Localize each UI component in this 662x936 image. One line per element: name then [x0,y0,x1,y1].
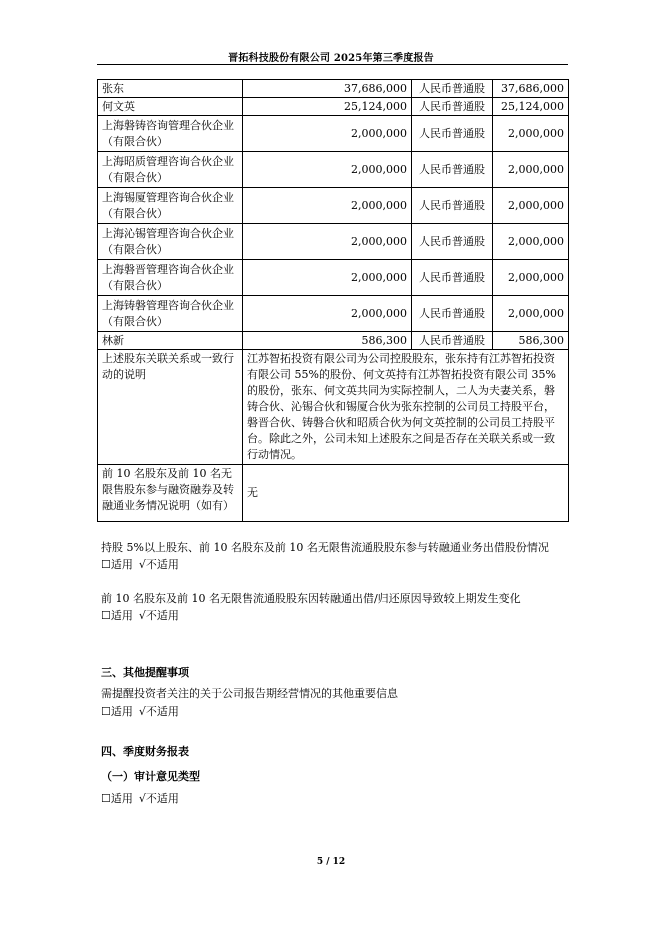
share-type: 人民币普通股 [412,224,493,260]
share-type: 人民币普通股 [412,116,493,152]
table-row [98,260,569,296]
share-type: 人民币普通股 [412,80,493,98]
holder-name: 上海磐晋管理咨询合伙企业（有限合伙） [98,260,243,296]
audit-checkbox-line [101,790,185,807]
margin-trading-row [98,465,569,522]
margin-trading-label: 前 10 名股东及前 10 名无限售股东参与融资融券及转融通业务情况说明（如有） [98,465,243,522]
not-applicable-option: √不适用 [138,792,179,805]
holder-name: 上海磐铸咨询管理合伙企业（有限合伙） [98,116,243,152]
holder-name: 上海昭质管理咨询合伙企业（有限合伙） [98,152,243,188]
relation-label: 上述股东关联关系或一致行动的说明 [98,350,243,465]
financial-statements-heading: 四、季度财务报表 [101,745,189,758]
holder-shares: 586,300 [243,332,412,350]
table-row [98,332,569,350]
share-count: 37,686,000 [493,80,569,98]
table-row [98,116,569,152]
share-type: 人民币普通股 [412,296,493,332]
share-count: 2,000,000 [493,224,569,260]
applicable-option: ☐适用 [101,792,133,805]
share-count: 25,124,000 [493,98,569,116]
holder-shares: 2,000,000 [243,296,412,332]
share-count: 2,000,000 [493,260,569,296]
table-row [98,80,569,98]
holder-name: 张东 [98,80,243,98]
holder-shares: 2,000,000 [243,116,412,152]
share-count: 2,000,000 [493,152,569,188]
change-checkbox-line [101,607,185,624]
applicable-option: ☐适用 [101,609,133,622]
applicable-option: ☐适用 [101,705,133,718]
header-divider [97,64,568,65]
table-row [98,296,569,332]
holder-shares: 37,686,000 [243,80,412,98]
holder-name: 上海锡厦管理咨询合伙企业（有限合伙） [98,188,243,224]
holder-shares: 25,124,000 [243,98,412,116]
lending-checkbox-line [101,556,185,573]
applicable-option: ☐适用 [101,558,133,571]
table-row [98,98,569,116]
table-row [98,188,569,224]
holder-shares: 2,000,000 [243,152,412,188]
change-section-title: 前 10 名股东及前 10 名无限售流通股股东因转融通出借/归还原因导致较上期发生变化 [101,592,521,605]
not-applicable-option: √不适用 [138,705,179,718]
other-matters-checkbox-line [101,703,185,720]
report-header-title: 晋拓科技股份有限公司 2025年第三季度报告 [228,53,434,64]
holder-name: 上海铸磐管理咨询合伙企业（有限合伙） [98,296,243,332]
holder-shares: 2,000,000 [243,260,412,296]
table-row [98,224,569,260]
share-type: 人民币普通股 [412,152,493,188]
lending-section-title: 持股 5%以上股东、前 10 名股东及前 10 名无限售流通股股东参与转融通业务出借股份情况 [101,541,549,554]
shareholders-table [97,79,569,522]
share-count: 2,000,000 [493,188,569,224]
share-count: 2,000,000 [493,116,569,152]
share-type: 人民币普通股 [412,188,493,224]
relation-description: 江苏智拓投资有限公司为公司控股股东，张东持有江苏智拓投资有限公司 55%的股份、何文英持有江苏智拓投资有限公司 35%的股份，张东、何文英共同为实际控制人，二人为夫妻关系，磐铸合伙、沁锡合伙和锡厦合伙为张东控制的公司员工持股平台，磐晋合伙、铸磐合伙和昭质合伙为何文英控制的公司员工持股平台。除此之外，公司未知上述股东之间是否存在关联关系或一致行动情况。 [243,350,569,465]
not-applicable-option: √不适用 [138,558,179,571]
table-row [98,152,569,188]
not-applicable-option: √不适用 [138,609,179,622]
other-matters-text: 需提醒投资者关注的关于公司报告期经营情况的其他重要信息 [101,687,398,700]
holder-shares: 2,000,000 [243,188,412,224]
share-type: 人民币普通股 [412,98,493,116]
page-number: 5 / 12 [316,857,346,867]
margin-trading-value: 无 [243,465,569,522]
relation-row [98,350,569,465]
audit-opinion-heading: （一）审计意见类型 [101,770,200,783]
other-matters-heading: 三、其他提醒事项 [101,666,189,679]
share-type: 人民币普通股 [412,332,493,350]
holder-name: 何文英 [98,98,243,116]
share-count: 586,300 [493,332,569,350]
holder-shares: 2,000,000 [243,224,412,260]
share-type: 人民币普通股 [412,260,493,296]
holder-name: 上海沁锡管理咨询合伙企业（有限合伙） [98,224,243,260]
share-count: 2,000,000 [493,296,569,332]
holder-name: 林新 [98,332,243,350]
